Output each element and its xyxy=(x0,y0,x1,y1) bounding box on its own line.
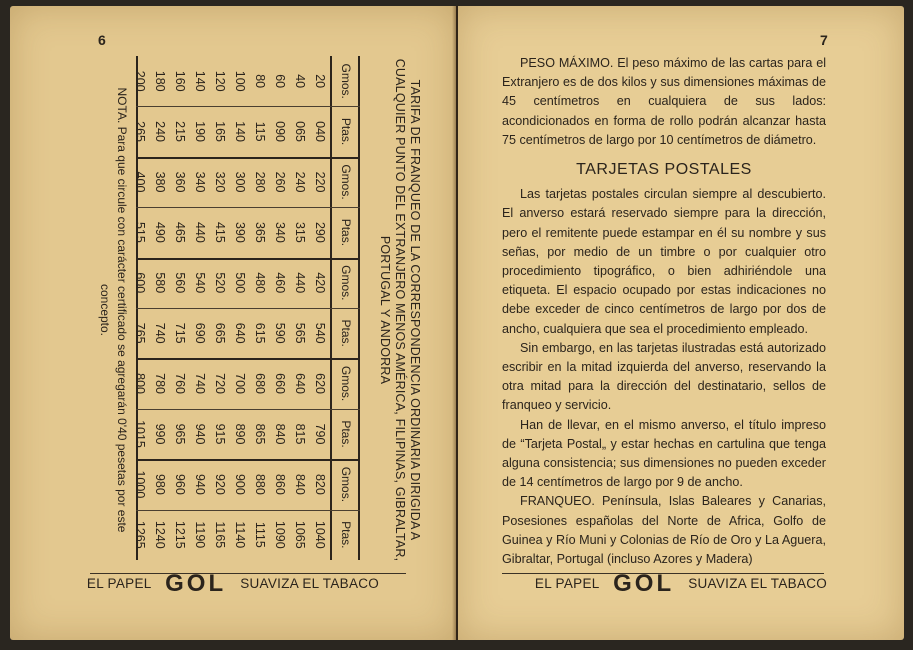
rate-cell: 760 xyxy=(173,373,187,395)
rate-cell: 660 xyxy=(273,373,287,395)
rate-cell: 1090 xyxy=(273,520,287,549)
rate-cell: 1240 xyxy=(153,520,167,549)
rate-cell: 80 xyxy=(253,74,267,89)
rate-column xyxy=(130,461,330,507)
table-note: NOTA. Para que circule con carácter certificado se agregarán 0'40 pesetas por este concepto. xyxy=(98,87,129,533)
rate-cell: 560 xyxy=(173,272,187,294)
page-number-right: 7 xyxy=(820,32,828,48)
rate-cell: 115 xyxy=(253,121,267,142)
rate-cell: 540 xyxy=(313,322,327,344)
footer-left-text: EL PAPEL xyxy=(534,576,600,591)
rate-cell: 790 xyxy=(313,423,327,445)
rate-cell: 815 xyxy=(293,423,307,445)
rate-cell: 1065 xyxy=(293,520,307,549)
brand-gol-right: GOL xyxy=(613,570,675,597)
rate-cell: 1190 xyxy=(193,521,207,549)
rotated-table-area xyxy=(90,56,422,564)
rate-cell: 360 xyxy=(173,171,187,193)
footer-left-text: EL PAPEL xyxy=(86,576,152,591)
right-page xyxy=(458,6,904,640)
rate-cell: 590 xyxy=(273,322,287,344)
rate-cell: 700 xyxy=(233,373,247,395)
rate-cell: 1115 xyxy=(253,521,267,548)
rate-column xyxy=(130,411,330,457)
rate-cell: 640 xyxy=(233,322,247,344)
rate-cell: 580 xyxy=(153,272,167,294)
rate-column xyxy=(130,108,330,154)
rate-cell: 140 xyxy=(193,70,207,92)
column-header: Gmos. xyxy=(339,365,353,402)
rate-cell: 200 xyxy=(133,70,147,92)
rate-column xyxy=(130,260,330,306)
rate-cell: 740 xyxy=(193,373,207,395)
rate-column xyxy=(130,159,330,205)
rate-grid xyxy=(133,56,360,560)
column-header: Ptas. xyxy=(339,521,353,549)
rate-cell: 20 xyxy=(313,74,327,89)
rate-cell: 365 xyxy=(253,221,267,243)
rate-cell: 520 xyxy=(213,272,227,294)
column-rule xyxy=(136,510,360,511)
column-header: Ptas. xyxy=(339,319,353,347)
rate-cell: 60 xyxy=(273,74,287,89)
column-header: Ptas. xyxy=(339,420,353,448)
rate-cell: 440 xyxy=(293,272,307,294)
rate-cell: 920 xyxy=(213,473,227,495)
rate-cell: 240 xyxy=(293,171,307,193)
rate-cell: 890 xyxy=(233,423,247,445)
rate-cell: 915 xyxy=(213,423,227,445)
section-heading-tarjetas: TARJETAS POSTALES xyxy=(576,161,752,179)
column-header: Ptas. xyxy=(339,218,353,247)
rate-cell: 765 xyxy=(133,322,147,344)
rate-cell: 840 xyxy=(273,423,287,445)
rate-cell: 140 xyxy=(233,121,247,143)
rate-cell: 515 xyxy=(133,221,147,243)
rate-column xyxy=(130,512,330,558)
rate-cell: 665 xyxy=(213,322,227,344)
rate-cell: 1215 xyxy=(173,520,187,549)
rate-cell: 415 xyxy=(213,221,227,243)
rate-cell: 865 xyxy=(253,423,267,445)
rate-cell: 315 xyxy=(293,221,307,243)
rate-cell: 480 xyxy=(253,272,267,294)
rate-cell: 1015 xyxy=(133,420,147,448)
rate-cell: 880 xyxy=(253,473,267,495)
rate-cell: 615 xyxy=(253,322,267,344)
column-rule xyxy=(136,157,360,159)
rate-cell: 740 xyxy=(153,322,167,344)
rate-cell: 465 xyxy=(173,221,187,243)
footer-left xyxy=(10,570,456,598)
rate-cell: 800 xyxy=(133,373,147,395)
brand-gol-left: GOL xyxy=(165,570,227,597)
rate-cell: 065 xyxy=(293,121,307,143)
rate-cell: 380 xyxy=(153,171,167,193)
rate-cell: 040 xyxy=(313,121,327,143)
rate-cell: 900 xyxy=(233,473,247,495)
rate-cell: 990 xyxy=(153,423,167,445)
rate-cell: 220 xyxy=(313,171,327,193)
paragraph-tarjetas-1: Las tarjetas postales circulan siempre al descubierto. El anverso estará reservado siempre para la dirección, pero el remitente puede estampar en él su nombre y sus señas, por medio de un timbre o por cualquier otro procedimiento tipográfico, o bien adhiriéndole una etiqueta. El espacio ocupado por estas indicaciones no debe exceder de cinco centímetros de largo por dos de ancho, cualquiera que sea el procedimiento empleado. xyxy=(502,187,826,336)
rate-cell: 290 xyxy=(313,221,327,243)
rate-cell: 1040 xyxy=(313,520,327,549)
column-header: Gmos. xyxy=(339,63,353,99)
rate-cell: 940 xyxy=(193,473,207,495)
rate-cell: 165 xyxy=(213,121,227,143)
rate-cell: 690 xyxy=(193,322,207,344)
rate-cell: 40 xyxy=(293,74,307,89)
rate-cell: 215 xyxy=(173,121,187,143)
footer-right-text: SUAVIZA EL TABACO xyxy=(688,576,828,591)
rate-cell: 240 xyxy=(153,121,167,143)
rate-cell: 490 xyxy=(153,221,167,243)
rate-cell: 1265 xyxy=(133,520,147,549)
rate-cell: 300 xyxy=(233,171,247,193)
column-rule xyxy=(136,358,360,360)
rate-column xyxy=(130,58,330,104)
rate-cell: 1140 xyxy=(233,521,247,549)
column-rule xyxy=(136,258,360,260)
rate-cell: 500 xyxy=(233,272,247,294)
table-title: TARIFA DE FRANQUEO DE LA CORRESPONDENCIA ORDINARIA DIRIGIDA A CUALQUIER PUNTO DEL EXTRANJERO MENOS AMÉRICA, FILIPINAS, GIBRALTAR, PORTUGAL Y ANDORRA xyxy=(378,58,422,562)
rate-cell: 565 xyxy=(293,322,307,344)
rate-cell: 320 xyxy=(213,171,227,193)
rate-cell: 340 xyxy=(193,171,207,193)
rate-cell: 680 xyxy=(253,373,267,395)
rate-cell: 965 xyxy=(173,423,187,445)
column-header: Gmos. xyxy=(339,164,353,200)
rate-cell: 260 xyxy=(273,171,287,193)
rate-cell: 840 xyxy=(293,473,307,495)
rate-cell: 090 xyxy=(273,121,287,143)
footer-right-text: SUAVIZA EL TABACO xyxy=(240,576,380,591)
rate-cell: 340 xyxy=(273,221,287,243)
rate-cell: 600 xyxy=(133,272,147,294)
footer-right xyxy=(458,570,904,598)
column-rule xyxy=(136,106,360,107)
rate-cell: 280 xyxy=(253,171,267,193)
rate-cell: 120 xyxy=(213,70,227,92)
paragraph-peso-maximo: PESO MÁXIMO. El peso máximo de las cartas para el Extranjero es de dos kilos y sus dimensiones máximas de 45 centímetros en cualquiera de sus lados: acondicionados en forma de rollo podrán alcanzar hasta 75 centímetros de largo por 10 centímetros de diámetro. xyxy=(502,56,826,147)
column-header: Gmos. xyxy=(339,466,353,503)
rate-cell: 460 xyxy=(273,272,287,294)
column-rule xyxy=(136,459,360,461)
column-rule xyxy=(136,409,360,410)
column-rule xyxy=(136,207,360,208)
left-page xyxy=(10,6,456,640)
rate-cell: 160 xyxy=(173,70,187,92)
rate-cell: 640 xyxy=(293,373,307,395)
rate-cell: 940 xyxy=(193,423,207,445)
rate-cell: 390 xyxy=(233,221,247,243)
rate-cell: 980 xyxy=(153,473,167,495)
rate-cell: 100 xyxy=(233,70,247,92)
page-number-left: 6 xyxy=(98,32,106,48)
rate-column xyxy=(130,360,330,406)
rate-cell: 780 xyxy=(153,373,167,395)
column-header: Gmos. xyxy=(339,265,353,301)
rate-cell: 265 xyxy=(133,121,147,143)
paragraph-tarjetas-3: Han de llevar, en el mismo anverso, el título impreso de “Tarjeta Postal„ y estar hechas en cartulina que tenga alguna consistencia; sus dimensiones no pueden exceder de 14 centímetros de largo por 9 de ancho. xyxy=(502,417,826,490)
rate-cell: 960 xyxy=(173,473,187,495)
rate-cell: 190 xyxy=(193,121,207,143)
rate-cell: 820 xyxy=(313,473,327,495)
rate-cell: 1000 xyxy=(133,470,147,499)
rate-cell: 420 xyxy=(313,272,327,294)
column-rule xyxy=(136,308,360,309)
paragraph-tarjetas-2: Sin embargo, en las tarjetas ilustradas está autorizado escribir en la mitad izquierda del anverso, reservando la otra mitad para la dirección del destinatario, sellos de franqueo y servicio. xyxy=(502,340,826,413)
rate-cell: 180 xyxy=(153,70,167,92)
rate-cell: 720 xyxy=(213,373,227,395)
rate-column xyxy=(130,310,330,356)
rate-column xyxy=(130,209,330,255)
rate-cell: 540 xyxy=(193,272,207,294)
rate-cell: 715 xyxy=(173,322,187,344)
column-header: Ptas. xyxy=(339,117,353,146)
postage-rate-table xyxy=(90,56,422,564)
rate-cell: 440 xyxy=(193,221,207,243)
paragraph-franqueo: FRANQUEO. Península, Islas Baleares y Canarias, Posesiones españolas del Norte de Africa, Golfo de Guinea y Río Muni y Colonias de Río de Oro y La Aguera, Gibraltar, Portugal (incluso Azores y Madera) xyxy=(502,494,826,567)
right-page-text xyxy=(502,54,826,569)
rate-cell: 860 xyxy=(273,473,287,495)
rate-cell: 620 xyxy=(313,373,327,395)
rate-cell: 400 xyxy=(133,171,147,193)
rate-cell: 1165 xyxy=(213,521,227,549)
